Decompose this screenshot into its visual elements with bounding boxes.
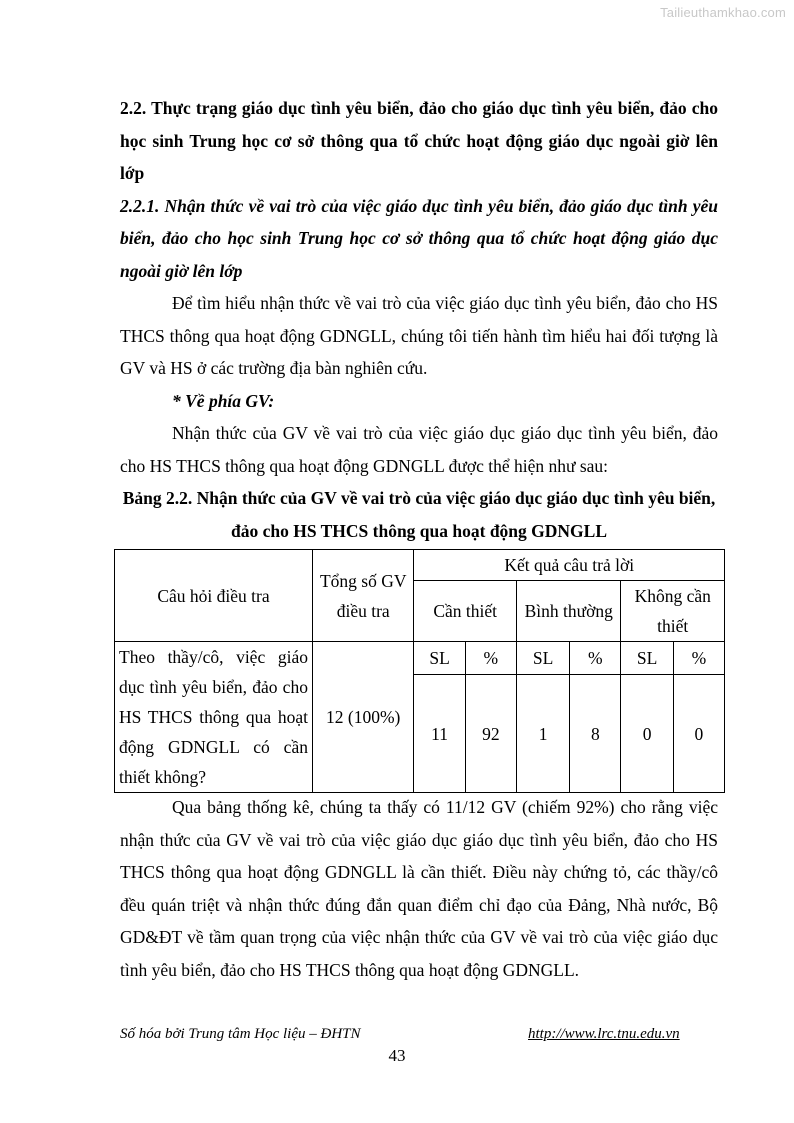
survey-table: [114, 549, 725, 793]
header-normal: Bình thường: [516, 581, 621, 642]
cell-total: 12 (100%): [312, 642, 413, 793]
table-subheader-row: [115, 642, 725, 675]
cell-necessary-pct: 92: [465, 675, 516, 793]
page-number: 43: [388, 1046, 406, 1065]
header-question: Câu hỏi điều tra: [115, 550, 313, 642]
cell-unnecessary-pct: 0: [673, 675, 724, 793]
subsection-heading: 2.2.1. Nhận thức về vai trò của việc giáo dục tình yêu biển, đảo giáo dục tình yêu biển, đảo cho học sinh Trung học cơ sở thông qua tổ chức hoạt động giáo dục ngoài giờ lên lớp: [120, 195, 718, 281]
cell-normal-pct: 8: [570, 675, 621, 793]
sub-pct-unnecessary: %: [673, 642, 724, 675]
footer-link[interactable]: http://www.lrc.tnu.edu.vn: [528, 1026, 680, 1042]
footer-source: Số hóa bởi Trung tâm Học liệu – ĐHTN: [120, 1026, 361, 1042]
cell-necessary-sl: 11: [414, 675, 465, 793]
gv-label: * Về phía GV:: [172, 390, 275, 411]
watermark: Tailieuthamkhao.com: [660, 5, 786, 20]
sub-sl-normal: SL: [516, 642, 569, 675]
sub-sl-necessary: SL: [414, 642, 465, 675]
table-header-row-1: [115, 550, 725, 581]
header-result: Kết quả câu trả lời: [414, 550, 725, 581]
sub-pct-normal: %: [570, 642, 621, 675]
cell-unnecessary-sl: 0: [621, 675, 673, 793]
sub-pct-necessary: %: [465, 642, 516, 675]
sub-sl-unnecessary: SL: [621, 642, 673, 675]
table-caption: Bảng 2.2. Nhận thức của GV về vai trò của việc giáo dục giáo dục tình yêu biển, đảo cho HS THCS thông qua hoạt động GDNGLL: [122, 488, 716, 541]
cell-question: Theo thầy/cô, việc giáo dục tình yêu biển, đảo cho HS THCS thông qua hoạt động GDNGLL có cần thiết không?: [115, 642, 313, 793]
paragraph-intro: Để tìm hiểu nhận thức về vai trò của việc giáo dục tình yêu biển, đảo cho HS THCS thông qua hoạt động GDNGLL, chúng tôi tiến hành tìm hiểu hai đối tượng là GV và HS ở các trường địa bàn nghiên cứu.: [120, 293, 718, 378]
header-necessary: Cần thiết: [414, 581, 517, 642]
cell-normal-sl: 1: [516, 675, 569, 793]
header-unnecessary: Không cần thiết: [621, 581, 725, 642]
paragraph-analysis: Qua bảng thống kê, chúng ta thấy có 11/12 GV (chiếm 92%) cho rằng việc nhận thức của GV về vai trò của việc giáo dục giáo dục tình yêu biển, đảo cho HS THCS thông qua hoạt động GDNGLL là cần thiết. Điều này chứng tỏ, các thầy/cô đều quán triệt và nhận thức đúng đắn quan điểm chỉ đạo của Đảng, Nhà nước, Bộ GD&ĐT về tầm quan trọng của việc nhận thức của GV về vai trò của việc giáo dục tình yêu biển, đảo cho HS THCS thông qua hoạt động GDNGLL.: [120, 797, 718, 980]
paragraph-gv: Nhận thức của GV về vai trò của việc giáo dục giáo dục tình yêu biển, đảo cho HS THCS thông qua hoạt động GDNGLL được thể hiện như sau:: [120, 423, 718, 476]
page-content: [120, 92, 718, 986]
section-heading: 2.2. Thực trạng giáo dục tình yêu biển, đảo cho giáo dục tình yêu biển, đảo cho học sinh Trung học cơ sở thông qua tổ chức hoạt động giáo dục ngoài giờ lên lớp: [120, 98, 718, 183]
header-total: Tổng số GV điều tra: [312, 550, 413, 642]
